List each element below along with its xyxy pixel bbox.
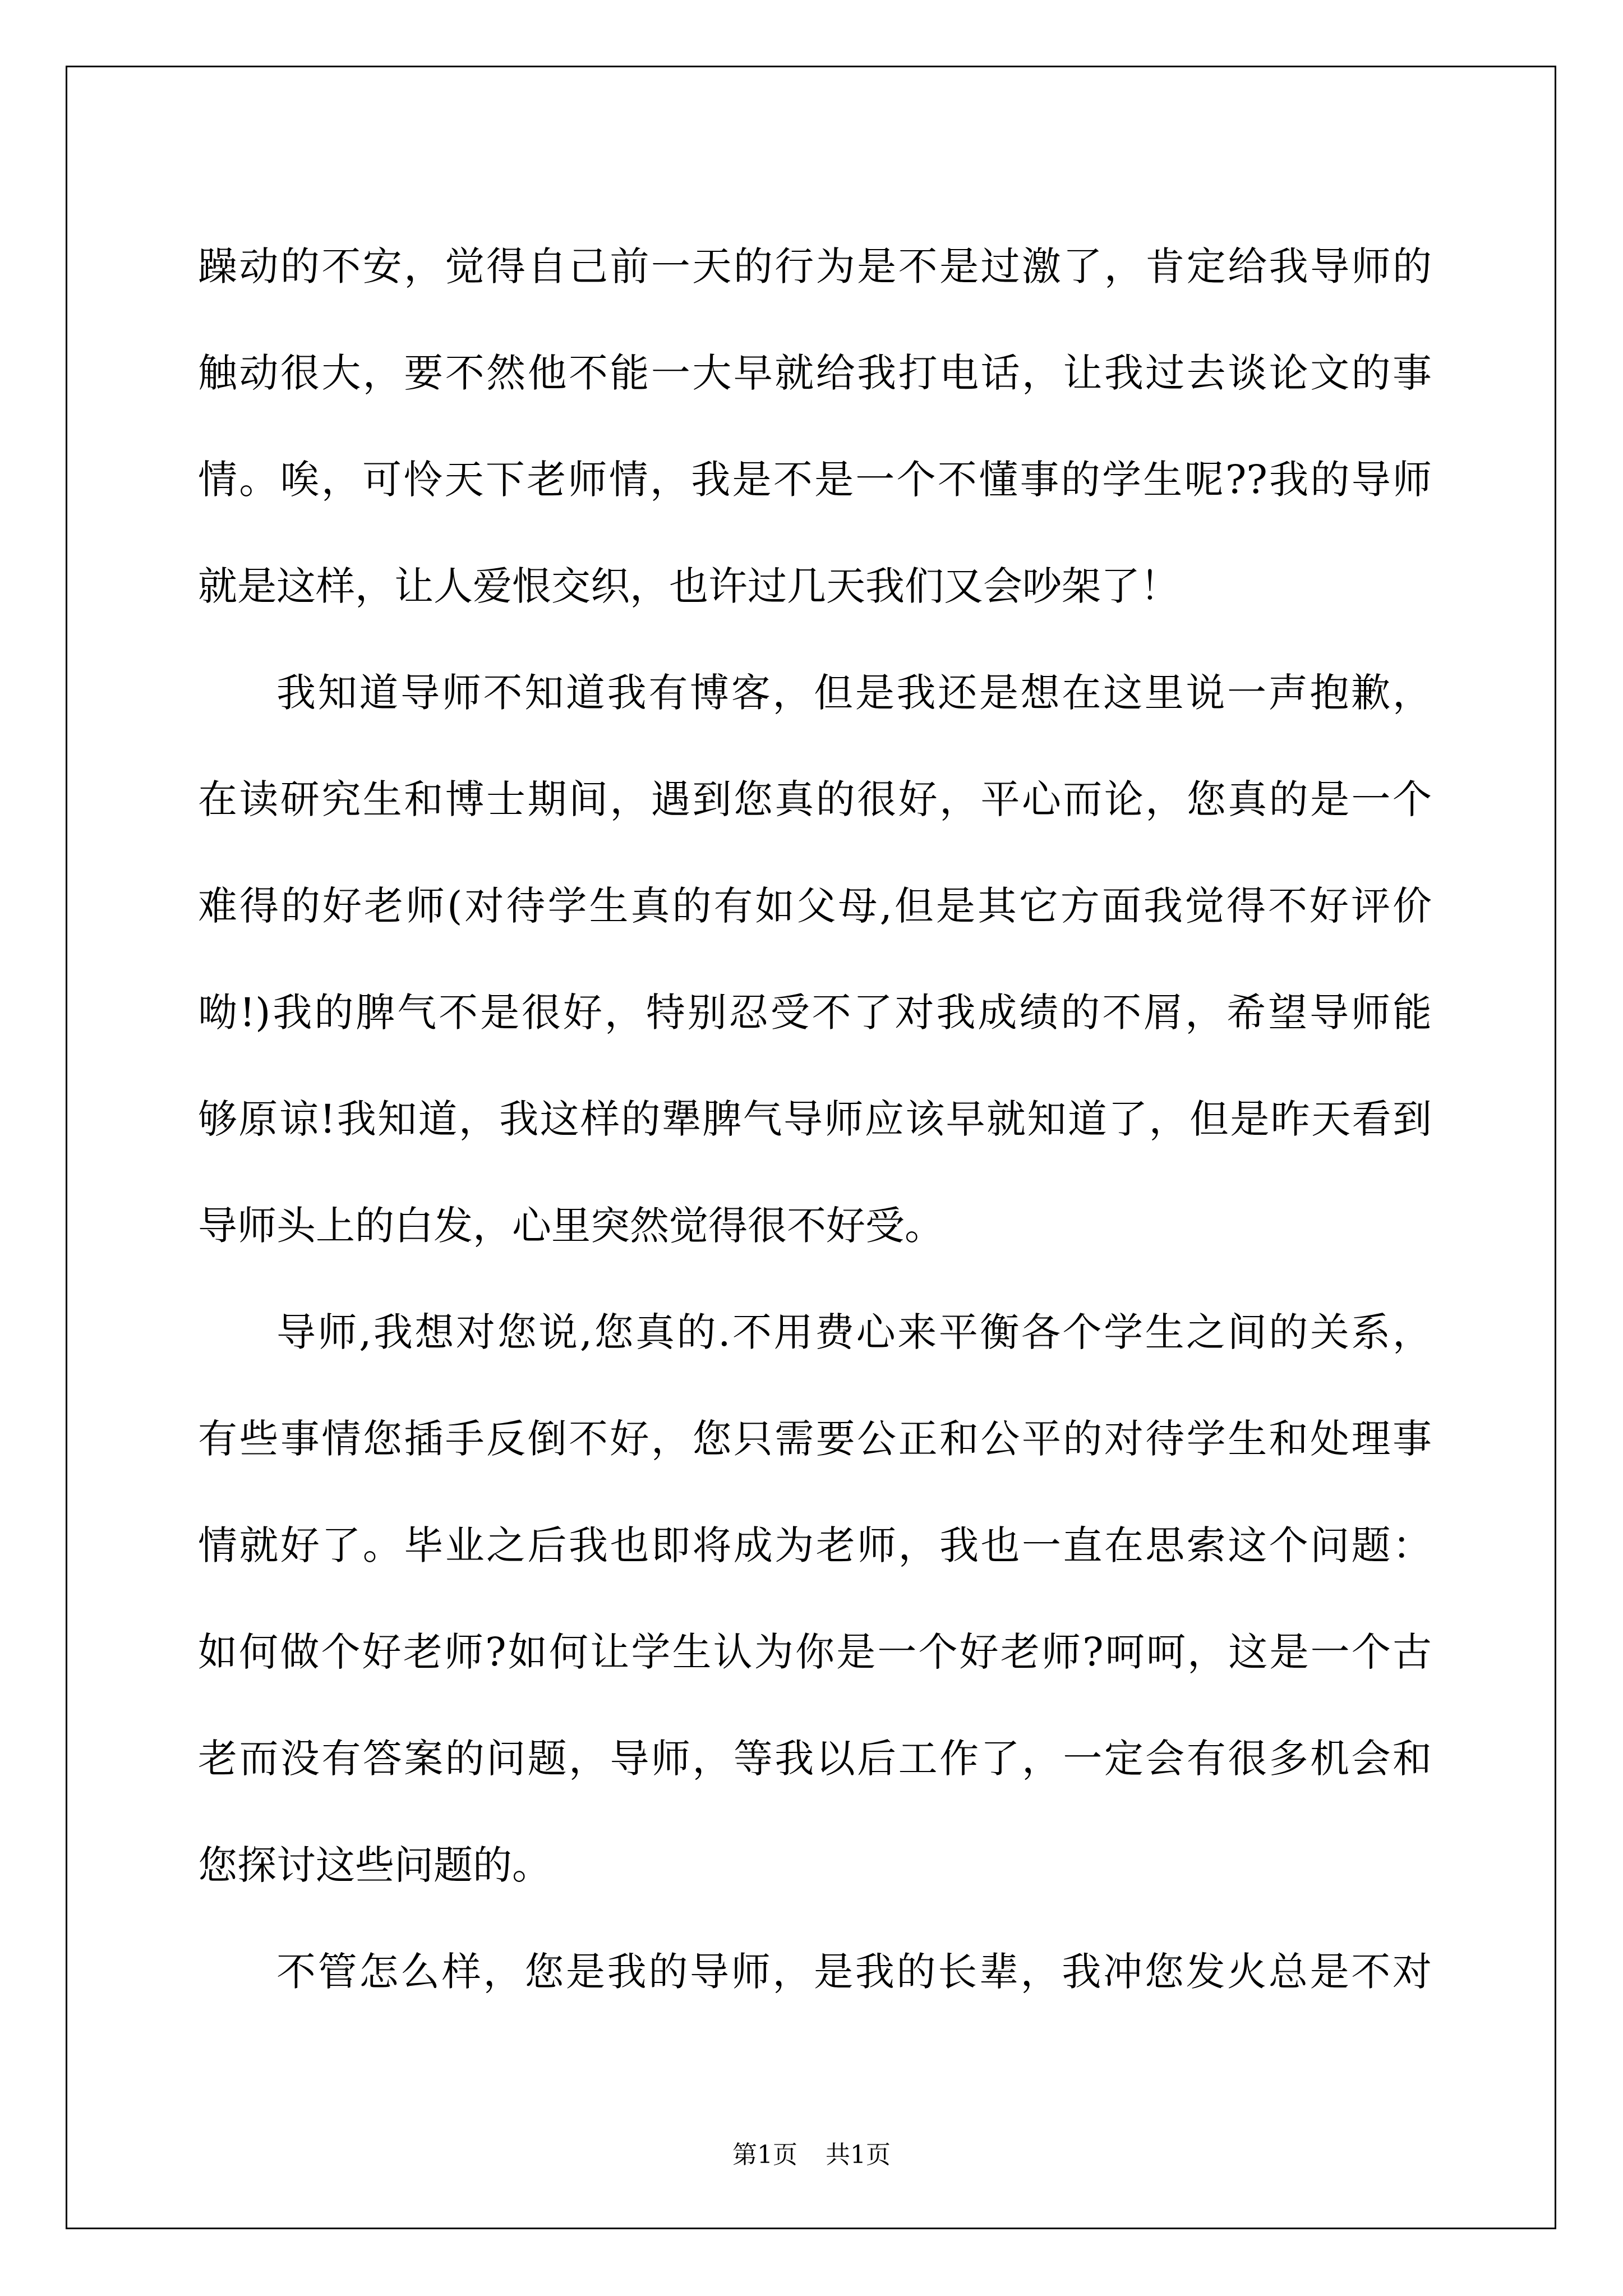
text-line: 不管怎么样，您是我的导师，是我的长辈，我冲您发火总是不对 [276,1949,1432,1995]
text-line: 导师头上的白发，心里突然觉得很不好受。 [198,1203,944,1249]
text-line: 您探讨这些问题的。 [198,1842,551,1888]
text-line: 在读研究生和博士期间，遇到您真的很好，平心而论，您真的是一个 [198,776,1432,822]
document-body [198,213,1432,2025]
text-line: 我知道导师不知道我有博客，但是我还是想在这里说一声抱歉， [276,670,1432,716]
text-line: 导师,我想对您说,您真的.不用费心来平衡各个学生之间的关系， [276,1309,1432,1355]
text-line: 触动很大，要不然他不能一大早就给我打电话，让我过去谈论文的事 [198,350,1432,396]
text-line: 如何做个好老师?如何让学生认为你是一个好老师?呵呵，这是一个古 [198,1629,1432,1675]
text-line: 难得的好老师(对待学生真的有如父母,但是其它方面我觉得不好评价 [198,883,1432,929]
text-line: 够原谅!我知道，我这样的犟脾气导师应该早就知道了，但是昨天看到 [198,1096,1432,1142]
text-line: 呦!)我的脾气不是很好，特别忍受不了对我成绩的不屑，希望导师能 [198,990,1432,1036]
page-footer [0,2134,1623,2170]
text-line: 有些事情您插手反倒不好，您只需要公正和公平的对待学生和处理事 [198,1416,1432,1462]
page-number: 第1页 [732,2141,797,2169]
page-total: 共1页 [826,2141,891,2169]
text-line: 躁动的不安，觉得自己前一天的行为是不是过激了，肯定给我导师的 [198,243,1432,289]
text-line: 就是这样，让人爱恨交织，也许过几天我们又会吵架了！ [198,563,1179,609]
text-line: 情。唉，可怜天下老师情，我是不是一个不懂事的学生呢??我的导师 [198,457,1432,503]
text-line: 老而没有答案的问题，导师，等我以后工作了，一定会有很多机会和 [198,1736,1432,1782]
text-line: 情就好了。毕业之后我也即将成为老师，我也一直在思索这个问题： [198,1522,1432,1568]
